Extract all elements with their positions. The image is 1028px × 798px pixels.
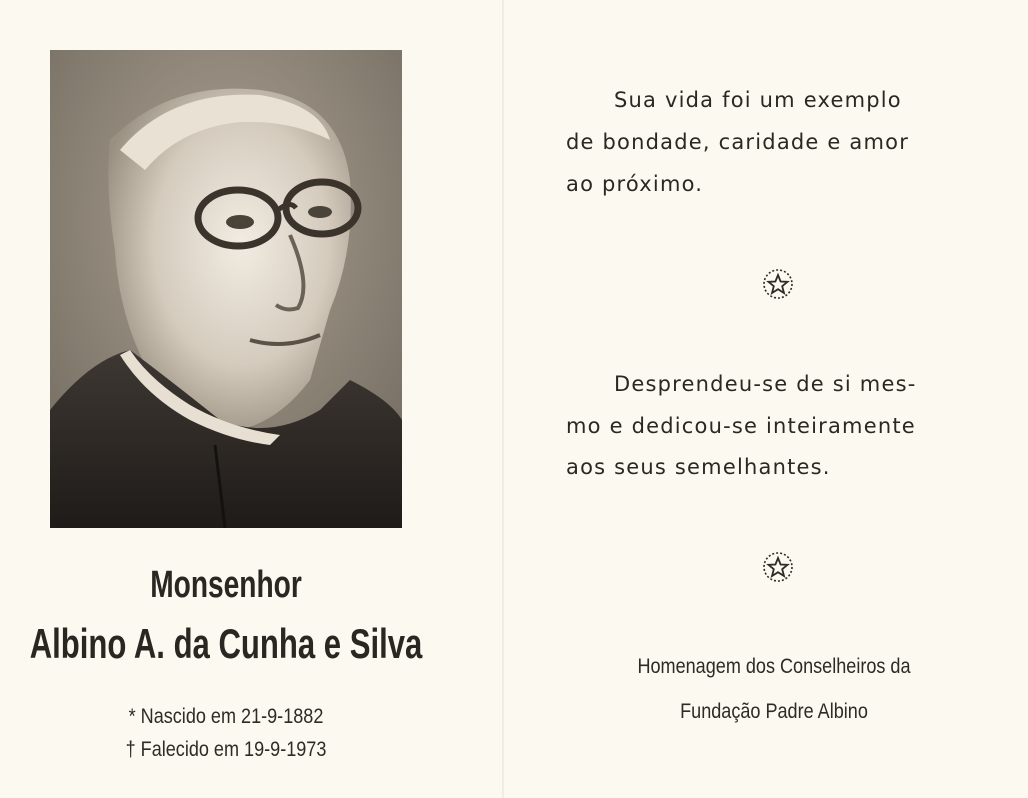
homage-line1: Homenagem dos Conselheiros da xyxy=(637,655,911,678)
title-honorific: Monsenhor xyxy=(150,564,302,606)
verse1-line1: Sua vida foi um exemplo xyxy=(614,88,902,112)
right-panel xyxy=(504,0,1028,798)
birth-date: * Nascido em 21-9-1882 xyxy=(128,705,324,728)
portrait-photo xyxy=(50,50,402,528)
left-panel xyxy=(0,0,502,798)
death-date: † Falecido em 19-9-1973 xyxy=(125,738,327,761)
star-ornament-icon xyxy=(761,550,795,584)
verse1-line2: de bondade, caridade e amor xyxy=(566,130,910,154)
verse2-line3: aos seus semelhantes. xyxy=(566,455,831,479)
deceased-name: Albino A. da Cunha e Silva xyxy=(29,620,423,667)
verse2-line1: Desprendeu-se de si mes- xyxy=(614,372,917,396)
verse1-line3: ao próximo. xyxy=(566,172,704,196)
star-ornament-icon xyxy=(761,267,795,301)
portrait-image xyxy=(50,50,402,528)
homage-line2: Fundação Padre Albino xyxy=(680,700,868,723)
verse2-line2: mo e dedicou-se inteiramente xyxy=(566,414,916,438)
